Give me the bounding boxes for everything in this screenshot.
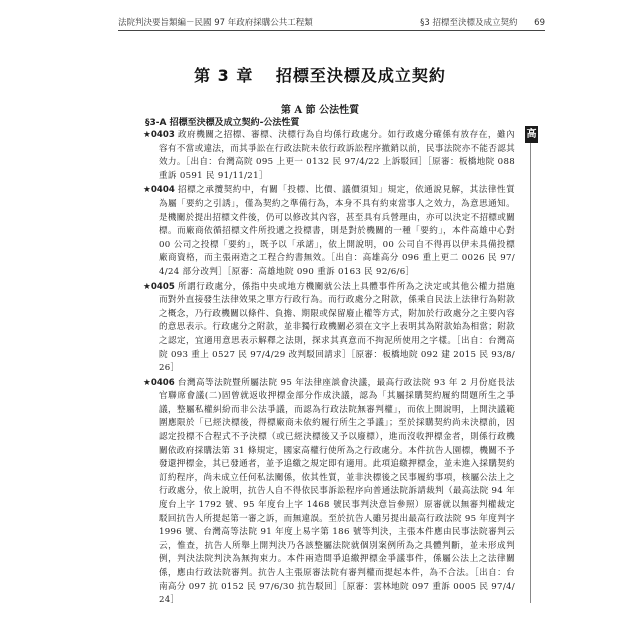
chapter-number: 第 3 章: [194, 66, 254, 85]
entry-0404: [143, 184, 515, 279]
page-number: 69: [534, 18, 545, 28]
running-header: [118, 16, 545, 28]
entry-id: ★0406: [143, 377, 175, 388]
header-section-info: [420, 16, 545, 28]
chapter-name: 招標至決標及成立契約: [275, 66, 446, 85]
header-rule: [118, 30, 545, 31]
header-section-label: §3 招標至決標及成立契約: [420, 18, 518, 28]
entry-text: 台灣高等法院暨所屬法院 95 年法律座談會決議，最高行政法院 93 年 2 月份庭長法官聯席會議(二)固曾就返收押標金部分作成決議，認為「其屬採購契約履約問題所生之爭議，整屬私權糾紛而非公法爭議，而認為行政法院無審判權」，而依上開說明，上開決議範圍應限於「已經決標後，得標廠商未依約履行所生之爭議」；至於採購契約尚未決標前，因認定投標不合程式不予決標（或已經決標後又予以廢標），進而沒收押標金者，則係行政機關依政府採購法第 31 條規定，國家高權行使所為之行政處分。本件抗告人園標，機關不予發還押標金，其已發通者，並予追繳之規定即有適用。此項追繳押標金，並未進入採購契約訂約程序，尚未成立任何私法關係，依其性質，並非決標後之民事履約事項，核屬公法上之行政處分，依上說明，抗告人自不得依民事訴訟程序向普通法院訴請裁判（最高法院 94 年度台上字 1792 號、95 年度台上字 1468 號民事判決意旨參照）原審就以無審判權裁定駁回抗告人所提起第一審之訴，而無違誤。至於抗告人雖另提出最高行政法院 95 年度判字 1996 號、台灣高等法院 91 年度上易字第 186 號等判決，主張本件應由民事法院審判云云，惟查，抗告人所舉上開判決乃各該整屬法院就個別案例所為之具體判斷，並未形成判例，判決法院判決為無拘束力。本件兩造間爭追繳押標金爭議事件，係屬公法上之法律關係，應由行政法院審判。抗告人主張原審法院有審判權而提起本件，為不合法。［出自：台南高分 097 抗 0152 民 97/6/30 抗告駁回］［原審：雲林地院 097 重訴 0005 民 97/4/24］: [159, 377, 515, 606]
entry-id: ★0403: [143, 130, 175, 140]
entries-list: [143, 129, 515, 609]
chapter-title: [0, 63, 640, 86]
side-tab: 高: [525, 126, 538, 143]
header-book-title: 法院判決要旨類編－民國 97 年政府採購公共工程類: [118, 18, 313, 28]
entry-id: ★0405: [143, 281, 175, 292]
entry-text: 政府機關之招標、審標、決標行為自均係行政處分。如行政處分確係有放存在，雖內容有不當或違法，而其爭訟在行政法院未依行政訴訟程序撤銷以前，民事法院亦不能否認其效力。［出自：台灣高院 095 上更一 0132 民 97/4/22 上訴駁回］［原審：板橋地院 088 重訴 0591 民 91/11/21］: [159, 130, 515, 181]
entry-text: 所謂行政處分，係指中央或地方機關就公法上具體事件所為之決定或其他公權力措施而對外直接發生法律效果之單方行政行為。而行政處分之附款，係乘自民法上法律行為附款之概念，乃行政機關以條件、負擔、期限或保留廢止權等方式，附加於行政處分之主要內容的意思表示。行政處分之附款，並非獨行政機關必須在文字上表明其為附款始為相當；附款之認定，宜適用意思表示解釋之法則，探求其真意而不拘泥所使用之字樣。［出自：台灣高院 093 重上 0527 民 97/4/29 改判駁回請求］［原審：板橋地院 092 建 2015 民 93/8/26］: [159, 281, 515, 374]
subsection-title: §3-A 招標至決標及成立契約-公法性質: [145, 118, 300, 128]
entry-0405: [143, 281, 515, 376]
section-title: 第 A 節 公法性質: [280, 105, 360, 116]
entry-0403: [143, 129, 515, 183]
entry-0406: [143, 377, 515, 608]
entry-text: 招標之承攬契約中，有關「投標、比價、議價須知」規定，依通說見解，其法律性質為屬「要約之引誘」，僅為契約之準備行為，本身不具有約束當事人之效力，為意思通知。是機關於提出招標文件後，仍可以修改其內容，甚至具有兵營理由，亦可以決定不招標或關標。而廠商依循招標文件所投遞之投標書，則是對於機關的一種「要約」，本件高雄中心對 00 公司之投標「要約」，既予以「承諾」，依上開說明，00 公司自不得再以伊未具備投標廠商資格，而主張兩造之工程合約書無效。［出自：高雄高分 096 重上更二 0026 民 97/4/24 部分改判］［原審：高雄地院 090 重訴 0163 民 92/6/6］: [159, 185, 515, 277]
entry-id: ★0404: [143, 185, 175, 196]
side-margin-rule: [530, 143, 531, 603]
